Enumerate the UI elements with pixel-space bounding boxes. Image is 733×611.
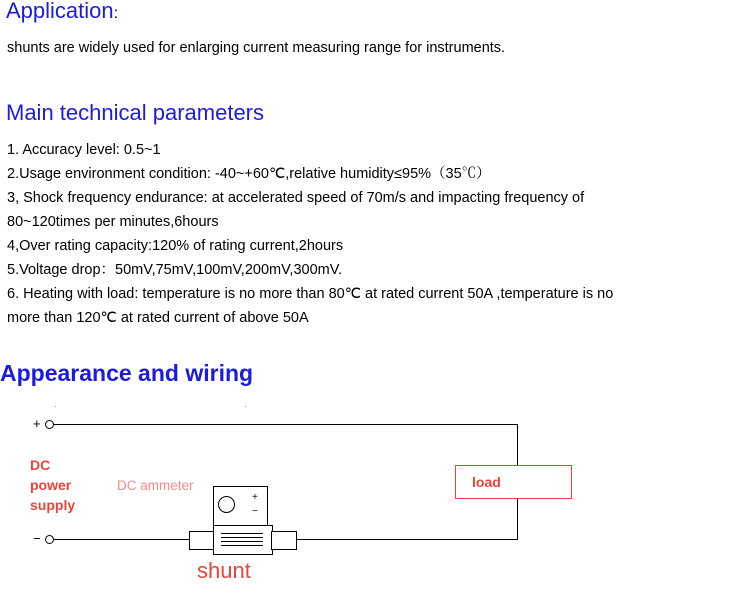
application-heading [6,0,118,27]
ammeter-minus-label: − [252,506,258,517]
parameter-item: 5.Voltage drop：50mV,75mV,100mV,200mV,300mV. [7,262,343,278]
shunt-plate [221,545,263,546]
parameter-item: more than 120℃ at rated current of above 50A [7,310,309,326]
right-wire-lower [517,496,518,540]
tick-mark: · [54,401,57,411]
shunt-plate [221,533,263,534]
application-heading-colon: : [113,5,119,22]
shunt-plate [221,537,263,538]
parameter-item: 3, Shock frequency endurance: at accelerated speed of 70m/s and impacting frequency of [7,190,585,206]
parameter-item: 4,Over rating capacity:120% of rating current,2hours [7,238,344,254]
ammeter-plus-label: + [252,492,258,503]
dc-ammeter-label: DC ammeter [117,478,194,493]
shunt-terminal-left [189,531,215,550]
application-body-text: shunts are widely used for enlarging current measuring range for instruments. [7,40,506,56]
plus-terminal-label: + [33,416,41,431]
appearance-heading: Appearance and wiring [0,360,254,386]
load-label: load [472,474,501,490]
parameter-item: 80~120times per minutes,6hours [7,214,219,230]
shunt-terminal-right [271,531,297,550]
application-heading-text: Application [6,0,114,23]
parameter-item: 6. Heating with load: temperature is no more than 80℃ at rated current 50A ,temperature is no [7,286,614,302]
minus-terminal-label: − [33,531,41,546]
tick-mark: · [244,401,247,411]
top-wire [53,424,518,425]
ammeter-dial-icon [218,496,235,513]
shunt-body [213,525,273,555]
parameter-item: 1. Accuracy level: 0.5~1 [7,142,161,158]
right-wire-upper [517,424,518,465]
dc-supply-label-line1: DC [30,457,51,473]
dc-supply-label-line2: power [30,477,72,493]
parameter-item: 2.Usage environment condition: -40~+60℃,relative humidity≤95%（35℃） [7,166,491,182]
wiring-diagram [0,395,733,611]
dc-supply-label-line3: supply [30,497,76,513]
shunt-label: shunt [197,558,251,583]
parameters-heading: Main technical parameters [6,100,265,125]
shunt-plate [221,541,263,542]
parameters-list [7,138,723,330]
